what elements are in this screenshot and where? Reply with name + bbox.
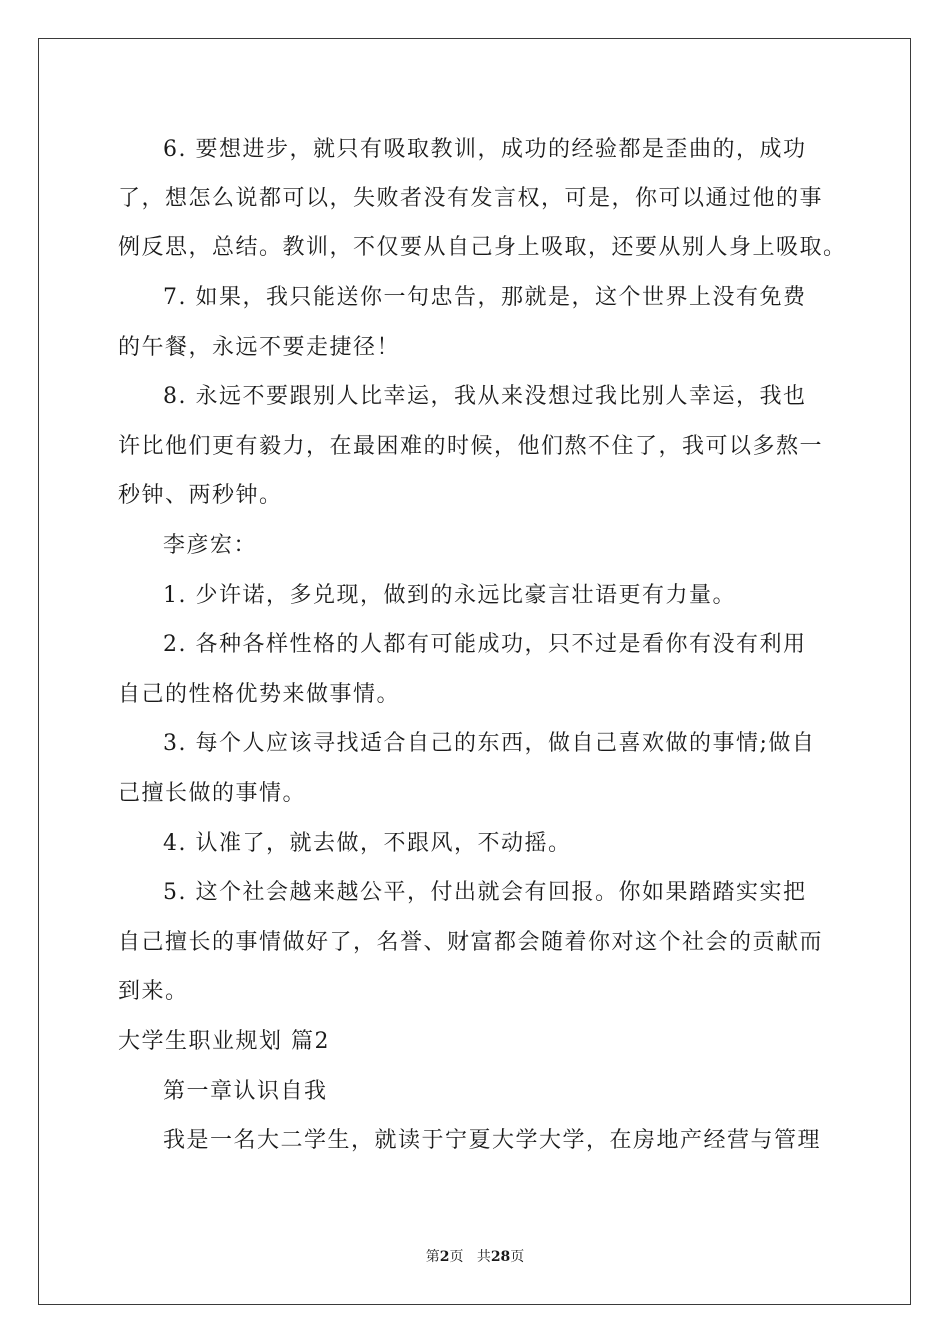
page-footer	[0, 1246, 950, 1266]
section-speaker: 李彦宏：	[163, 533, 258, 558]
paragraph-line: 了，想怎么说都可以，失败者没有发言权，可是，你可以通过他的事	[118, 186, 824, 211]
paragraph-line: 例反思，总结。教训，不仅要从自己身上吸取，还要从别人身上吸取。	[118, 235, 847, 260]
paragraph-line: 到来。	[118, 979, 189, 1004]
chapter-heading: 第一章认识自我	[163, 1079, 328, 1104]
paragraph-line: 7. 如果，我只能送你一句忠告，那就是，这个世界上没有免费	[163, 285, 807, 310]
paragraph-line: 1. 少许诺，多兑现，做到的永远比豪言壮语更有力量。	[163, 583, 736, 608]
page-prefix: 第	[425, 1249, 440, 1265]
paragraph-line: 2. 各种各样性格的人都有可能成功，只不过是看你有没有利用	[163, 632, 807, 657]
paragraph-line: 6. 要想进步，就只有吸取教训，成功的经验都是歪曲的，成功	[163, 137, 807, 162]
paragraph-line: 许比他们更有毅力，在最困难的时候，他们熬不住了，我可以多熬一	[118, 434, 824, 459]
page-suffix: 页	[449, 1249, 464, 1265]
paragraph-line: 4. 认准了，就去做，不跟风，不动摇。	[163, 831, 572, 856]
total-suffix: 页	[510, 1249, 525, 1265]
total-pages: 28	[490, 1249, 511, 1265]
paragraph-line: 己擅长做的事情。	[118, 781, 307, 806]
paragraph-line: 我是一名大二学生，就读于宁夏大学大学，在房地产经营与管理	[163, 1128, 822, 1153]
paragraph-line: 秒钟、两秒钟。	[118, 483, 283, 508]
paragraph-line: 8. 永远不要跟别人比幸运，我从来没想过我比别人幸运，我也	[163, 384, 807, 409]
page-border	[38, 38, 911, 1305]
paragraph-line: 的午餐，永远不要走捷径！	[118, 335, 401, 360]
total-prefix: 共	[476, 1249, 491, 1265]
page-number: 2	[439, 1249, 450, 1265]
paragraph-line: 3. 每个人应该寻找适合自己的东西，做自己喜欢做的事情;做自	[163, 731, 816, 756]
paragraph-line: 自己擅长的事情做好了，名誉、财富都会随着你对这个社会的贡献而	[118, 930, 824, 955]
section-heading: 大学生职业规划 篇2	[118, 1029, 330, 1054]
paragraph-line: 5. 这个社会越来越公平，付出就会有回报。你如果踏踏实实把	[163, 880, 807, 905]
paragraph-line: 自己的性格优势来做事情。	[118, 682, 401, 707]
